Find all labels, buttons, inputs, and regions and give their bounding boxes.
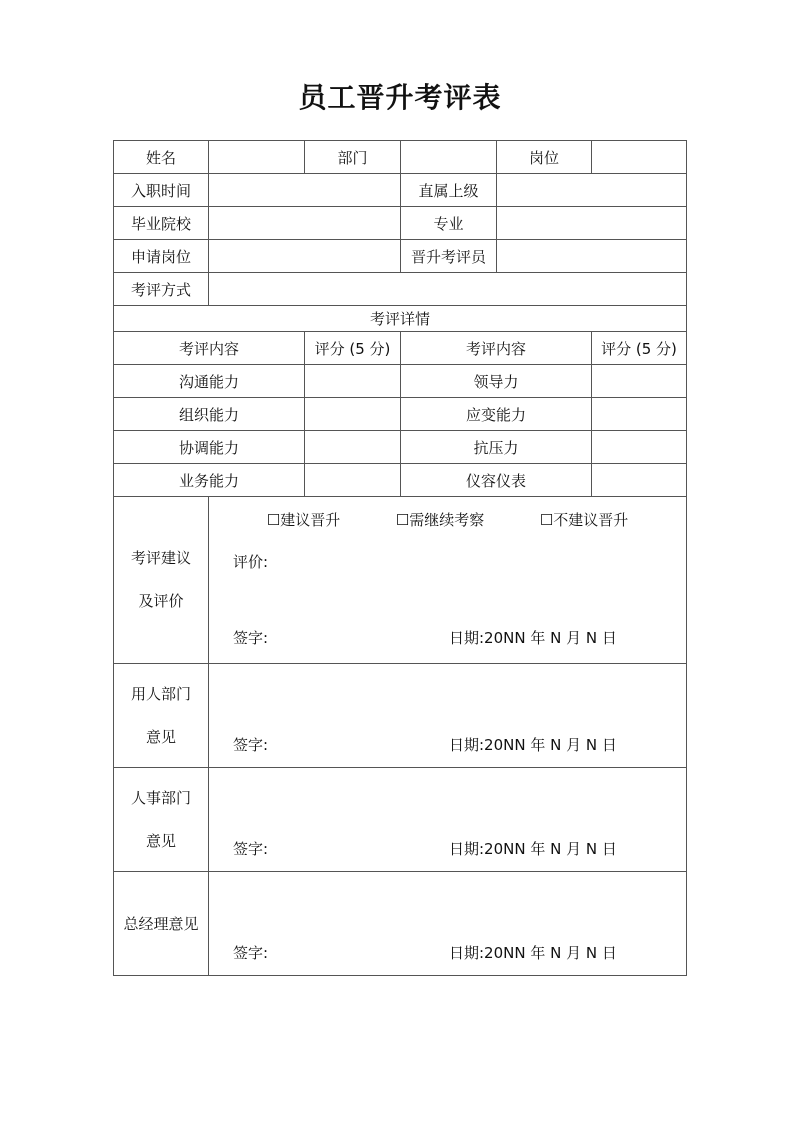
hiring-dept-label-line2: 意见 <box>145 727 176 746</box>
criteria-row <box>114 431 687 464</box>
score-field[interactable] <box>305 398 401 431</box>
row-hr-dept-opinion <box>114 768 687 872</box>
score-field[interactable] <box>305 365 401 398</box>
supervisor-field[interactable] <box>497 174 687 207</box>
criteria-row <box>114 365 687 398</box>
score-header-left: 评分 (5 分) <box>305 332 401 365</box>
criterion-left: 业务能力 <box>114 464 305 497</box>
score-field[interactable] <box>305 431 401 464</box>
hr-dept-area[interactable] <box>209 768 687 872</box>
criterion-left: 协调能力 <box>114 431 305 464</box>
department-field[interactable] <box>401 141 497 174</box>
criterion-right: 领导力 <box>401 365 592 398</box>
school-label: 毕业院校 <box>114 207 209 240</box>
row-basic-2 <box>114 174 687 207</box>
score-field[interactable] <box>592 431 687 464</box>
hiring-dept-label <box>114 664 209 768</box>
date-label: 日期:20NN 年 N 月 N 日 <box>449 944 617 962</box>
row-basic-4 <box>114 240 687 273</box>
supervisor-label: 直属上级 <box>401 174 497 207</box>
hr-dept-label-line2: 意见 <box>145 831 176 850</box>
score-field[interactable] <box>305 464 401 497</box>
criterion-right: 应变能力 <box>401 398 592 431</box>
suggestion-area[interactable] <box>209 497 687 664</box>
date-label: 日期:20NN 年 N 月 N 日 <box>449 736 617 754</box>
row-details-heading <box>114 306 687 332</box>
criteria-row <box>114 464 687 497</box>
signature-label: 签字: <box>233 840 269 858</box>
hiring-dept-area[interactable] <box>209 664 687 768</box>
suggestion-options <box>209 509 686 530</box>
option-observe-checkbox[interactable]: ☐需继续考察 <box>395 511 485 529</box>
form-title: 员工晋升考评表 <box>298 81 502 114</box>
score-field[interactable] <box>592 464 687 497</box>
signature-label: 签字: <box>233 629 269 647</box>
major-field[interactable] <box>497 207 687 240</box>
details-heading: 考评详情 <box>114 306 687 332</box>
department-label: 部门 <box>305 141 401 174</box>
apply-position-field[interactable] <box>209 240 401 273</box>
row-hiring-dept-opinion <box>114 664 687 768</box>
method-field[interactable] <box>209 273 687 306</box>
option-recommend-checkbox[interactable]: ☐建议晋升 <box>266 511 341 529</box>
position-field[interactable] <box>592 141 687 174</box>
school-field[interactable] <box>209 207 401 240</box>
apply-position-label: 申请岗位 <box>114 240 209 273</box>
name-field[interactable] <box>209 141 305 174</box>
evaluator-field[interactable] <box>497 240 687 273</box>
name-label: 姓名 <box>114 141 209 174</box>
major-label: 专业 <box>401 207 497 240</box>
row-method <box>114 273 687 306</box>
row-suggestion <box>114 497 687 664</box>
hr-dept-label <box>114 768 209 872</box>
evaluator-label: 晋升考评员 <box>401 240 497 273</box>
hr-dept-label-line1: 人事部门 <box>130 788 191 807</box>
date-label: 日期:20NN 年 N 月 N 日 <box>449 840 617 858</box>
hire-date-field[interactable] <box>209 174 401 207</box>
signature-label: 签字: <box>233 944 269 962</box>
method-label: 考评方式 <box>114 273 209 306</box>
criterion-right: 仪容仪表 <box>401 464 592 497</box>
criterion-right: 抗压力 <box>401 431 592 464</box>
date-label: 日期:20NN 年 N 月 N 日 <box>449 629 617 647</box>
row-details-header <box>114 332 687 365</box>
option-not-recommend-checkbox[interactable]: ☐不建议晋升 <box>539 511 629 529</box>
score-field[interactable] <box>592 398 687 431</box>
suggestion-label <box>114 497 209 664</box>
row-gm-opinion <box>114 872 687 976</box>
score-field[interactable] <box>592 365 687 398</box>
hiring-dept-label-line1: 用人部门 <box>130 684 191 703</box>
criteria-row <box>114 398 687 431</box>
position-label: 岗位 <box>497 141 592 174</box>
suggestion-label-line2: 及评价 <box>138 592 184 610</box>
row-basic-3 <box>114 207 687 240</box>
promotion-evaluation-form <box>113 140 687 976</box>
gm-area[interactable] <box>209 872 687 976</box>
content-header-left: 考评内容 <box>114 332 305 365</box>
signature-label: 签字: <box>233 736 269 754</box>
suggestion-label-line1: 考评建议 <box>130 549 191 567</box>
criterion-left: 组织能力 <box>114 398 305 431</box>
hire-date-label: 入职时间 <box>114 174 209 207</box>
gm-label-line1: 总经理意见 <box>123 915 199 933</box>
row-basic-1 <box>114 141 687 174</box>
evaluation-label: 评价: <box>233 553 269 571</box>
gm-label <box>114 872 209 976</box>
content-header-right: 考评内容 <box>401 332 592 365</box>
criterion-left: 沟通能力 <box>114 365 305 398</box>
score-header-right: 评分 (5 分) <box>592 332 687 365</box>
